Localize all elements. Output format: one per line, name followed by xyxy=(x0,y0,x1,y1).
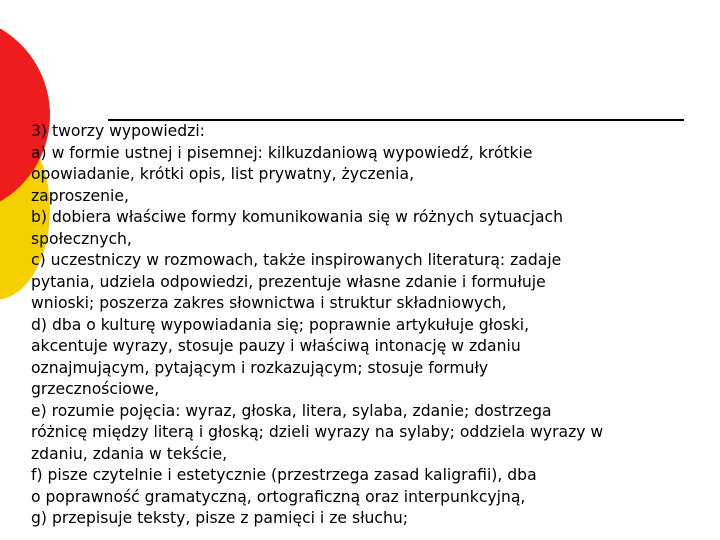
text-line: wnioski; poszerza zakres słownictwa i struktur składniowych, xyxy=(31,294,507,312)
text-line: c) uczestniczy w rozmowach, także inspirowanych literaturą: zadaje xyxy=(31,251,562,269)
text-line: różnicę między literą i głoską; dzieli wyrazy na sylaby; oddziela wyrazy w xyxy=(31,423,604,441)
text-line: akcentuje wyrazy, stosuje pauzy i właściwą intonację w zdaniu xyxy=(31,337,521,355)
text-line: grzecznościowe, xyxy=(31,380,160,398)
body-text xyxy=(31,121,715,530)
text-line: oznajmującym, pytającym i rozkazującym; stosuje formuły xyxy=(31,358,489,377)
text-line: o poprawność gramatyczną, ortograficzną oraz interpunkcyjną, xyxy=(31,487,526,506)
text-line: społecznych, xyxy=(31,229,132,248)
text-line: b) dobiera właściwe formy komunikowania się w różnych sytuacjach xyxy=(31,208,563,226)
text-line: pytania, udziela odpowiedzi, prezentuje własne zdanie i formułuje xyxy=(31,272,546,291)
text-line: opowiadanie, krótki opis, list prywatny, życzenia, xyxy=(31,165,415,183)
text-line: e) rozumie pojęcia: wyraz, głoska, litera, sylaba, zdanie; dostrzega xyxy=(31,401,552,420)
text-line: f) pisze czytelnie i estetycznie (przestrzega zasad kaligrafii), dba xyxy=(31,466,537,484)
text-line: zaproszenie, xyxy=(31,186,129,205)
text-line: zdaniu, zdania w tekście, xyxy=(31,444,228,463)
text-line: g) przepisuje teksty, pisze z pamięci i ze słuchu; xyxy=(31,509,408,527)
text-line: 3) tworzy wypowiedzi: xyxy=(31,122,205,140)
text-line: d) dba o kulturę wypowiadania się; poprawnie artykułuje głoski, xyxy=(31,315,530,334)
text-line: a) w formie ustnej i pisemnej: kilkuzdaniową wypowiedź, krótkie xyxy=(31,143,533,162)
